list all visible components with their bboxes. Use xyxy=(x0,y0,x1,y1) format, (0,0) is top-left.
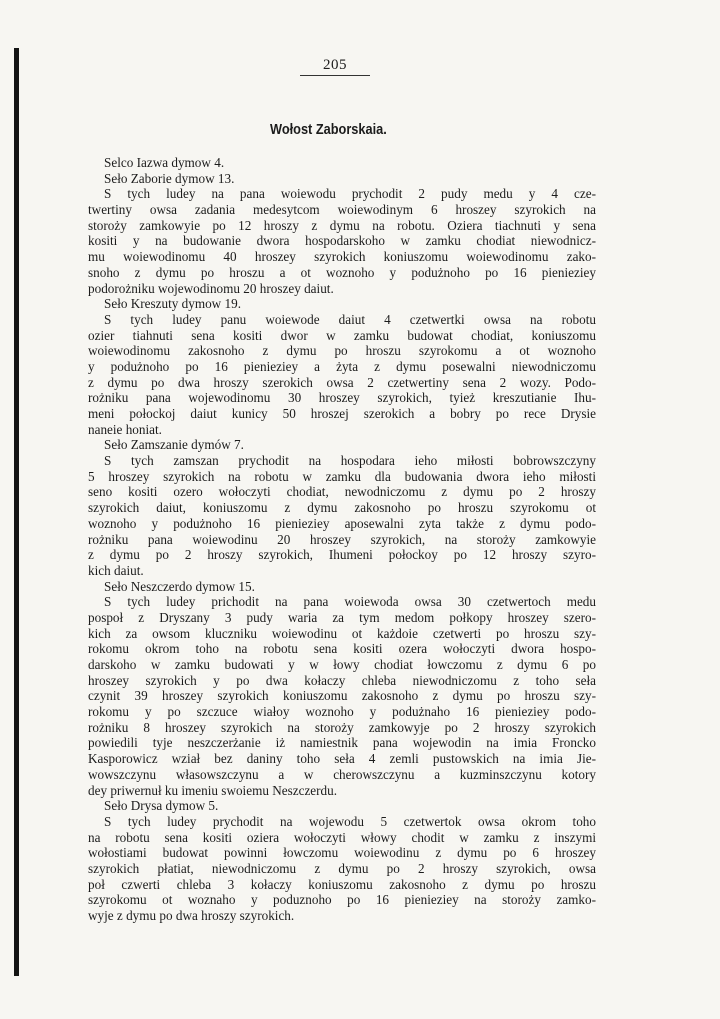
paragraph-line: powiedili tyje neszczerżanie iż namiestnik pana wojewodin na imia Froncko xyxy=(88,735,596,751)
paragraph-line: 5 hroszey szyrokich na robotu w zamku dla budowania dwora ieho miłosti xyxy=(88,468,596,484)
village-heading: Sеło Neszczerdo dymow 15. xyxy=(104,578,255,594)
paragraph-line: S tych ludey na pana woiewodu prychodit 2 pudy medu y 4 cze- xyxy=(104,186,596,202)
paragraph-line: poł czwerti chleba 3 kołaczy koniuszomu zakosnoho z dymu po hroszu xyxy=(88,876,596,892)
paragraph-line: z dymu po dwa hroszy szerokich owsa 2 czetwertiny sena 2 wozy. Podo- xyxy=(88,374,596,390)
paragraph-line: S tych ludey prichodit na pana woiewoda owsa 30 czetwertoch medu xyxy=(104,594,596,610)
paragraph-line: podorożniku wojewodinomu 20 hroszey daiut. xyxy=(88,280,334,296)
paragraph-line: szyrokich płatiat, niewodniczomu z dymu po 2 hroszy szyrokich, owsa xyxy=(88,860,596,876)
paragraph-line: twertiny owsa zadania medesytcom woiewodinym 6 hroszey szyrokich na xyxy=(88,202,596,218)
paragraph-line: S tych ludey prychodit na wojewodu 5 czetwertok owsa okrom toho xyxy=(104,813,596,829)
paragraph-line: meni połockoj daiut kunicy 50 hroszej szerokich a bobry po rece Drysie xyxy=(88,406,596,421)
page-number: 205 xyxy=(323,57,347,73)
paragraph-line: nanеie honiat. xyxy=(88,421,162,437)
paragraph-line: szyrokomu ot woznaho y poduznoho po 16 pienieziey na storoży zamko- xyxy=(88,892,596,908)
paragraph-line: woznoho y podużnoho 16 pienieziey aposewalni zyta także z dymu podo- xyxy=(88,515,596,531)
paragraph-line: ozier tiahnuti sena kositi dwor w zamku budowat chodiat, koniuszomu xyxy=(88,327,596,343)
scan-edge xyxy=(14,48,19,976)
village-heading: Selco Iazwa dymow 4. xyxy=(104,155,225,170)
paragraph-line: wołostiami budowat powinni łowczomu woiewodinu z dymu po 6 hroszey xyxy=(88,845,596,861)
paragraph-line: snoho z dymu po hroszu a ot woznoho y podużnoho po 16 pienieziey xyxy=(88,264,596,280)
village-heading: Sеło Kreszuty dymow 19. xyxy=(104,296,241,312)
paragraph-line: pospoł z Dryszany 3 pudy waria za tym medom połkopy hroszey szero- xyxy=(88,609,596,625)
paragraph-line: wyje z dymu po dwa hroszy szyrokich. xyxy=(88,908,295,923)
paragraph-line: woiewodinomu zakosnoho z dymu po hroszu szyrokomu a ot woznoho xyxy=(88,343,596,359)
paragraph-line: S tych zamszan prychodit na hospodara ieho miłosti bobrowszczyny xyxy=(104,453,596,469)
paragraph-line: dey priwernuł ku imeniu swoiemu Neszczerdu. xyxy=(88,782,338,798)
section-title: Wołost Zaborskaia. xyxy=(270,122,387,138)
paragraph-line: wowszczynu własowszczynu a w cherowszczynu a kuzminszczynu kotory xyxy=(88,766,596,782)
paragraph-line: rokomu okrom toho na robotu sena kositi ozera wołoczyti dwora hospo- xyxy=(88,641,596,657)
paragraph-line: na robotu sena kositi oziera wołoczyti włowy chodit w zamku z inszymi xyxy=(88,829,596,845)
paragraph-line: rożniku 8 hroszey szyrokich na storoży zamkowyje po 2 hroszy szyrokich xyxy=(88,719,596,735)
village-heading: Sеło Drysa dymow 5. xyxy=(104,798,219,814)
paragraph-line: Kasporowicz wział bez daniny toho seła 4 zemli pustowskich na imia Jie- xyxy=(88,751,596,767)
paragraph-line: rożniku pana woiewodinu 20 hroszey szyrokich, na storoży zamkowyie xyxy=(88,531,596,547)
paragraph-line: kositi y na budowanie dwora hospodarskoho w zamku chodiat niewodnicz- xyxy=(88,233,596,249)
paragraph-line: szyrokich daiut, koniuszomu z dymu zakosnoho po hroszu szyrokomu ot xyxy=(88,500,596,516)
paragraph-line: mu woiewodinomu 40 hroszey szyrokich koniuszomu woiewodinomu zako- xyxy=(88,249,596,265)
paragraph-line: z dymu po 2 hroszy szyrokich, Ihumeni połockoy po 12 hroszy szyro- xyxy=(88,547,596,563)
paragraph-line: czynit 39 hroszey szyrokich koniuszomu zakosnoho z dymu po hroszu szy- xyxy=(88,688,596,704)
village-heading: Sеło Zamszanie dymów 7. xyxy=(104,437,244,453)
paragraph-line: rożniku pana wojewodinomu 30 hroszey szyrokich, tyież kreszutianie Ihu- xyxy=(88,390,596,406)
body-text xyxy=(88,155,596,924)
paragraph-line: S tych ludey panu woiewode daiut 4 czetwertki owsa na robotu xyxy=(104,311,596,327)
paragraph-line: hroszey szyrokich y po dwa kołaczy chleba niewodniczomu z toho seła xyxy=(88,672,596,688)
paragraph-line: darskoho w zamku budowati y w łowy chodiat łowczomu z dymu 6 po xyxy=(88,657,596,672)
paragraph-line: kich daiut. xyxy=(88,562,144,578)
village-heading: Sełо Zaborie dymow 13. xyxy=(104,170,235,186)
page-number-rule xyxy=(300,75,370,76)
paragraph-line: storoży zamkowyie po 12 hroszy z dymu na robotu. Oziera tiachnuti y sena xyxy=(88,217,596,233)
paragraph-line: y podużnoho po 16 pienieziey a żyta z dymu posewalni niewodniczomu xyxy=(88,358,596,374)
paragraph-line: rokomu y po szczuce wiałoy woznoho y podużnaho 16 pienieziey podo- xyxy=(88,704,596,720)
paragraph-line: seno kositi ozero wołoczyti chodiat, newodniczomu z dymu po 2 hroszy xyxy=(88,484,596,500)
paragraph-line: kich za owsom kluczniku woiewodinu ot każdoie czetwerti po hroszu szy- xyxy=(88,625,596,641)
